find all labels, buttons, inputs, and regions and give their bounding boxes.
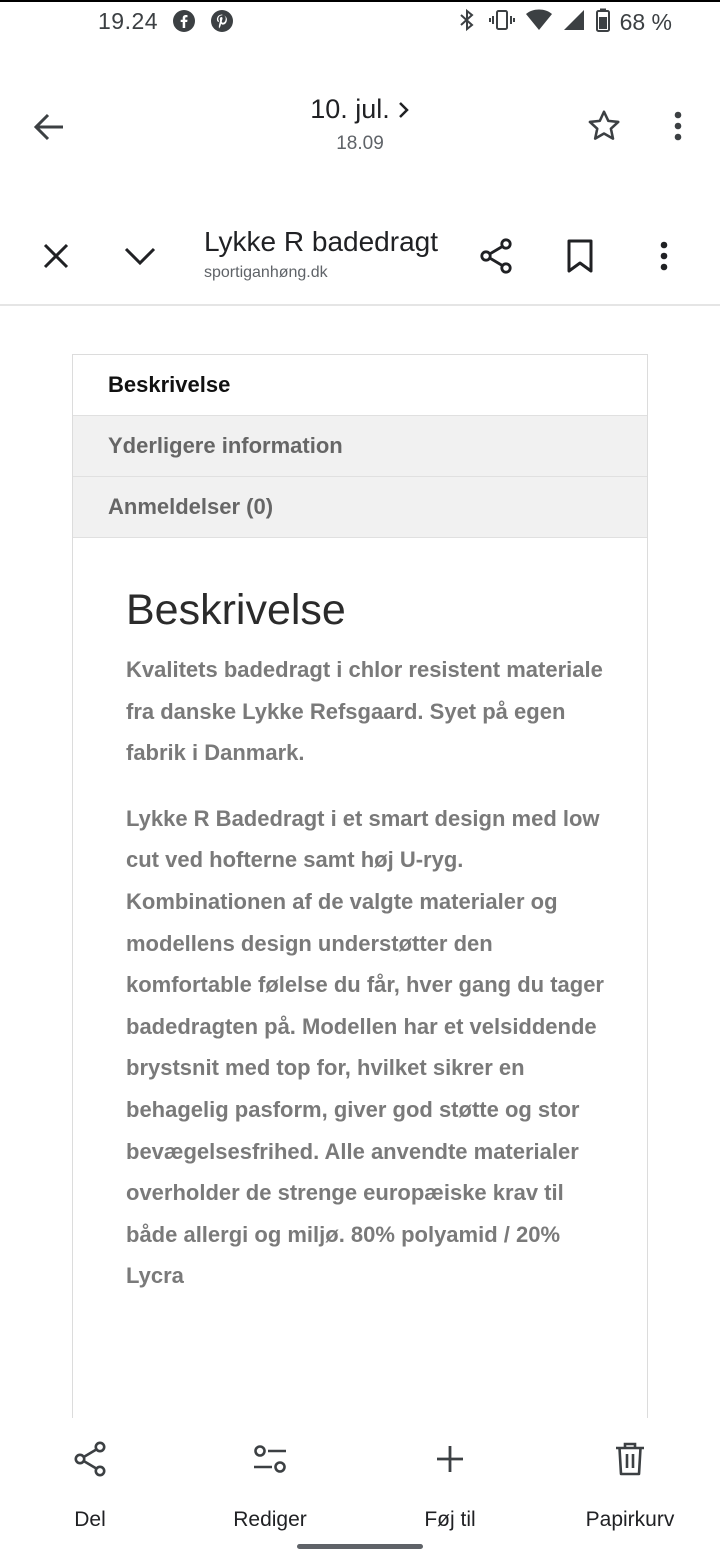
share-page-button[interactable] [476,236,516,276]
browser-menu-button[interactable] [646,236,682,276]
description-paragraph-2: Lykke R Badedragt i et smart design med low cut ved hofterne samt høj U-ryg. Kombinationen af de valgte materialer og modellens design understøtter den komfortable følelse du får, hver gang du tager badedragten på. Modellen har et velsiddende brystsnit med top for, hvilket sikrer en behagelig pasform, giver god støtte og stor bevægelsesfrihed. Alle anvendte materialer overholder de strenge europæiske krav til både allergi og miljø. 80% polyamid / 20% Lycra [126,805,604,1289]
description-section [73,538,647,1297]
time-label: 18.09 [336,133,384,154]
favorite-button[interactable] [584,106,624,146]
facebook-icon [172,9,196,38]
trash-button[interactable] [550,1436,710,1532]
trash-icon [615,1442,645,1476]
chevron-right-icon [398,101,410,119]
more-vert-icon [674,111,682,141]
signal-icon [562,9,586,36]
status-time: 19.24 [98,8,159,34]
edit-button[interactable] [190,1436,350,1532]
date-label: 10. jul. [310,94,390,124]
plus-icon [436,1445,464,1473]
browser-toolbar [0,210,720,306]
add-to-button[interactable] [370,1436,530,1532]
add-to-label: Føj til [424,1508,476,1531]
tab-reviews[interactable]: Anmeldelser (0) [73,477,647,538]
vibrate-icon [488,8,516,37]
more-options-button[interactable] [660,106,696,146]
tab-additional-information[interactable]: Yderligere information [73,416,647,477]
top-edge [0,0,720,2]
share-icon [73,1441,107,1477]
more-vert-icon [660,241,668,271]
notification-icons [172,9,234,38]
battery-icon [596,8,610,37]
bottom-action-bar [0,1418,720,1560]
share-icon [479,238,513,274]
page-title-block [204,226,440,282]
page-domain: sportiganhøng.dk [204,264,328,281]
pinterest-icon [210,9,234,38]
product-tabs-panel [72,354,648,1420]
description-heading: Beskrivelse [126,586,346,634]
wifi-icon [526,9,552,36]
page-title: Lykke R badedragt [204,226,438,257]
bluetooth-icon [456,8,478,37]
share-button[interactable] [10,1436,170,1532]
tune-icon [252,1443,288,1475]
status-bar [0,0,720,44]
share-label: Del [74,1508,106,1531]
trash-label: Papirkurv [585,1508,675,1531]
close-icon [43,243,69,269]
bookmark-icon [567,239,593,273]
tab-description[interactable]: Beskrivelse [73,355,647,416]
chevron-down-icon [124,246,156,266]
bookmark-button[interactable] [560,236,600,276]
edit-label: Rediger [233,1508,307,1531]
item-header [0,60,720,200]
system-icons [456,8,672,37]
star-icon [586,108,622,144]
date-title[interactable] [310,94,410,125]
gesture-nav-handle[interactable] [297,1544,423,1549]
close-tab-button[interactable] [36,236,76,276]
minimize-button[interactable] [120,236,160,276]
description-paragraph-1: Kvalitets badedragt i chlor resistent materiale fra danske Lykke Refsgaard. Syet på egen fabrik i Danmark. [126,657,603,766]
battery-percentage: 68 % [619,9,672,35]
